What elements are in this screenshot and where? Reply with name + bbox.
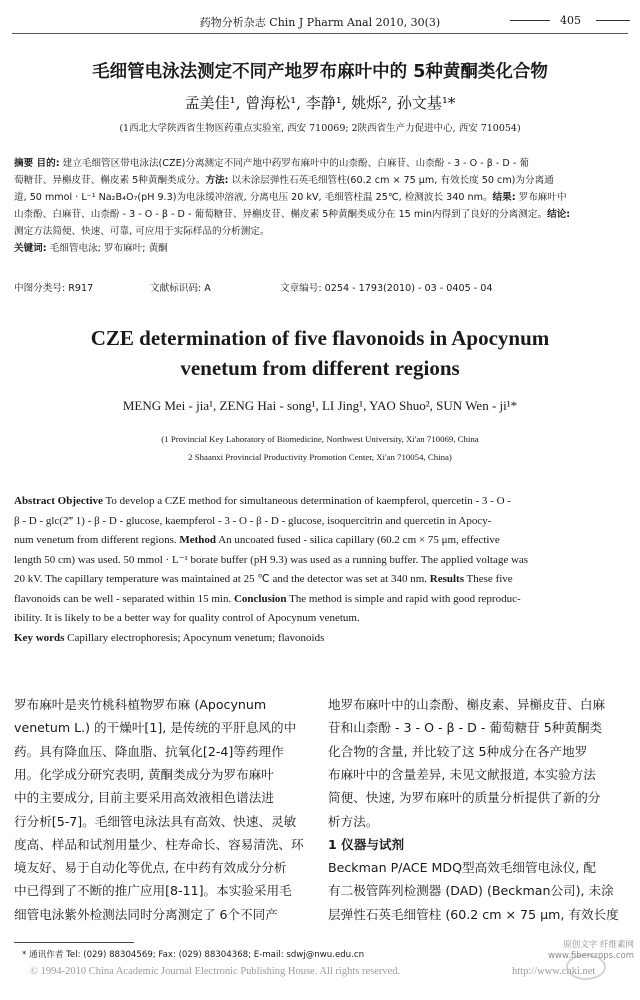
chinese-abstract-label: 摘要 目的: — [14, 158, 60, 169]
english-abstract-text: These five — [464, 573, 513, 585]
english-abstract-label: Results — [429, 573, 464, 585]
chinese-authors: 孟美佳¹, 曾海松¹, 李静¹, 姚烁², 孙文基¹* — [184, 94, 456, 112]
paragraph-line: Beckman P/ACE MDQ型高效毛细管电泳仪, 配 — [328, 860, 596, 875]
paragraph-line: 化合物的含量, 并比较了这 5种成分在各产地罗 — [328, 743, 588, 759]
chinese-abstract-label: 结果: — [492, 192, 516, 203]
chinese-abstract-text: 以未涂层弹性石英毛细管柱(60.2 cm × 75 μm, 有效长度 50 cm)为分离通 — [228, 175, 554, 186]
english-abstract-text: length 50 cm) was used. 50 mmol · L⁻¹ borate buffer (pH 9.3) was used as a running buffer. The applied voltage was — [14, 553, 529, 566]
classification-number: 中图分类号: R917 — [14, 283, 94, 294]
chinese-abstract-line — [14, 225, 626, 238]
english-abstract-line — [14, 533, 626, 547]
english-abstract-text: flavonoids can be well - separated within 15 min. — [14, 592, 234, 605]
chinese-abstract-text: 毛细管电泳; 罗布麻叶; 黄酮 — [46, 243, 168, 254]
journal-name: 药物分析杂志 Chin J Pharm Anal 2010, 30(3) — [199, 16, 441, 29]
english-abstract-text: To develop a CZE method for simultaneous determination of kaempferol, quercetin - 3 - O - — [102, 495, 511, 507]
english-abstract-text: An uncoated fused - silica capillary (60.2 cm × 75 μm, effective — [216, 534, 500, 546]
paragraph-line: 境友好、易于自动化等优点, 在中药有效成分分析 — [14, 860, 287, 876]
paragraph-line: 行分析[5-7]。毛细管电泳法具有高效、快速、灵敏 — [14, 813, 297, 829]
paragraph-line: 细管电泳紫外检测法同时分离测定了 6个不同产 — [14, 906, 278, 922]
english-abstract-label: Key words — [14, 631, 65, 644]
chinese-abstract-text: 山柰酚、白麻苷、山柰酚 - 3 - O - β - D - 葡萄糖苷、异槲皮苷、槲皮素 5种黄酮类成分在 15 min内得到了良好的分离测定。 — [14, 209, 548, 220]
english-abstract-line — [14, 631, 626, 645]
paragraph-line: venetum L.) 的干燥叶[1], 是传统的平肝息风的中 — [14, 720, 297, 736]
paragraph-line: 层弹性石英毛细管柱 (60.2 cm × 75 μm, 有效长度 — [328, 906, 619, 922]
english-abstract-label: Method — [179, 534, 217, 546]
english-title-line-2: venetum from different regions — [180, 356, 460, 380]
chinese-abstract-label: 结论: — [547, 209, 571, 220]
english-abstract-label: Abstract Objective — [14, 495, 103, 507]
chinese-abstract-text: 道, 50 mmol · L⁻¹ Na₂B₄O₇(pH 9.3)为电泳缓冲溶液, 分离电压 20 kV, 毛细管柱温 25℃, 检测波长 340 nm。 — [14, 192, 493, 203]
watermark-text: 原创文字 纤维素网 www.fibercrops.com — [548, 940, 634, 961]
document-code: 文献标识码: A — [150, 283, 211, 294]
english-abstract-text: 20 kV. The capillary temperature was maintained at 25 ℃ and the detector was set at 340 nm. — [14, 573, 430, 585]
chinese-abstract-label: 关键词: — [14, 243, 47, 254]
english-abstract-text: β - D - glc(2‴ 1) - β - D - glucose, kaempferol - 3 - O - β - D - glucose, isoquercitrin and quercetin in Apocy- — [14, 514, 492, 527]
paragraph-line: 地罗布麻叶中的山柰酚、槲皮素、异槲皮苷、白麻 — [328, 697, 606, 712]
page-number: 405 — [560, 14, 581, 27]
header-divider — [596, 20, 630, 21]
chinese-abstract-text: 萄糖苷、异槲皮苷、槲皮素 5种黄酮类成分。 — [14, 175, 206, 186]
chinese-title: 毛细管电泳法测定不同产地罗布麻叶中的 5种黄酮类化合物 — [92, 62, 548, 82]
english-abstract-line — [14, 494, 626, 508]
paragraph-line: 布麻叶中的含量差异, 未见文献报道, 本实验方法 — [328, 766, 596, 782]
section-heading: 1 仪器与试剂 — [328, 837, 405, 852]
paragraph-line: 苷和山柰酚 - 3 - O - β - D - 葡萄糖苷 5种黄酮类 — [328, 720, 603, 736]
paragraph-line: 有二极管阵列检测器 (DAD) (Beckman公司), 未涂 — [328, 883, 614, 899]
paragraph-line: 罗布麻叶是夹竹桃科植物罗布麻 (Apocynum — [14, 697, 267, 712]
chinese-abstract-line — [14, 174, 626, 187]
paragraph-line: 中的主要成分, 目前主要采用高效液相色谱法进 — [14, 790, 274, 806]
chinese-abstract-line — [14, 208, 626, 221]
chinese-abstract-text: 测定方法简便、快速、可靠, 可应用于实际样品的分析测定。 — [14, 226, 270, 237]
corresponding-author-footnote: * 通讯作者 Tel: (029) 88304569; Fax: (029) 88304368; E-mail: sdwj@nwu.edu.cn — [22, 950, 365, 960]
english-abstract-text: ibility. It is likely to be a better way for quality control of Apocynum venetum. — [14, 612, 360, 624]
english-abstract-line — [14, 514, 626, 528]
english-abstract-text: Capillary electrophoresis; Apocynum venetum; flavonoids — [64, 631, 325, 644]
header-rule — [12, 33, 628, 34]
english-abstract-text: num venetum from different regions. — [14, 534, 180, 546]
paragraph-line: 析方法。 — [328, 813, 379, 829]
english-authors: MENG Mei - jia¹, ZENG Hai - song¹, LI Jing¹, YAO Shuo², SUN Wen - ji¹* — [122, 398, 518, 413]
english-abstract-line — [14, 572, 626, 586]
paragraph-line: 药。具有降血压、降血脂、抗氧化[2-4]等药理作 — [14, 743, 284, 759]
paragraph-line: 用。化学成分研究表明, 黄酮类成分为罗布麻叶 — [14, 766, 274, 782]
english-title-line-1: CZE determination of five flavonoids in Apocynum — [90, 326, 550, 350]
chinese-abstract-line — [14, 191, 626, 204]
english-abstract-label: Conclusion — [233, 592, 287, 605]
english-abstract-line — [14, 611, 626, 625]
english-affiliation-1: (1 Provincial Key Laboratory of Biomedicine, Northwest University, Xi'an 710069, China — [161, 434, 479, 444]
footnote-rule — [14, 942, 134, 943]
english-abstract-line — [14, 553, 626, 567]
chinese-abstract-label: 方法: — [205, 175, 229, 186]
paragraph-line: 中已得到了不断的推广应用[8-11]。本实验采用毛 — [14, 883, 292, 899]
page-header — [0, 0, 640, 38]
chinese-abstract-line — [14, 157, 626, 170]
chinese-abstract-line — [14, 242, 626, 255]
english-abstract-line — [14, 592, 626, 606]
chinese-affiliation: (1西北大学陕西省生物医药重点实验室, 西安 710069; 2陕西省生产力促进中心, 西安 710054) — [119, 123, 521, 134]
chinese-abstract-text: 罗布麻叶中 — [515, 192, 567, 203]
paragraph-line: 度高、样品和试剂用量少、柱寿命长、容易清洗、环 — [14, 836, 304, 852]
chinese-abstract-text: 建立毛细管区带电泳法(CZE)分离测定不同产地中药罗布麻叶中的山柰酚、白麻苷、山柰酚 - 3 - O - β - D - 葡 — [59, 158, 529, 169]
header-divider — [510, 20, 550, 21]
copyright-notice: © 1994-2010 China Academic Journal Electronic Publishing House. All rights reserved. — [30, 966, 401, 977]
article-number: 文章编号: 0254 - 1793(2010) - 03 - 0405 - 04 — [280, 283, 493, 294]
english-abstract-text: The method is simple and rapid with good reproduc- — [286, 592, 521, 605]
english-affiliation-2: 2 Shaanxi Provincial Productivity Promotion Center, Xi'an 710054, China) — [188, 452, 452, 462]
cnki-link[interactable]: http://www.cnki.net — [512, 966, 596, 977]
paragraph-line: 简便、快速, 为罗布麻叶的质量分析提供了新的分 — [328, 790, 601, 806]
